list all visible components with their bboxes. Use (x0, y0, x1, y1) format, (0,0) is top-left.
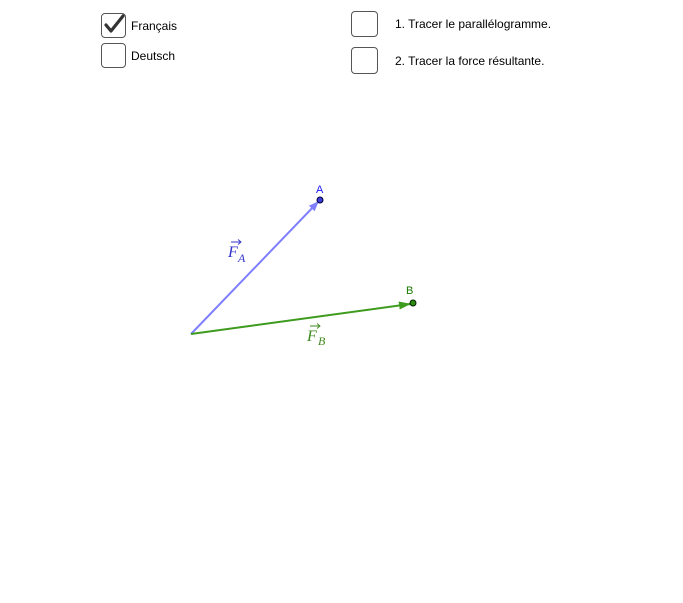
checkbox-parallelogramme-box[interactable] (351, 11, 378, 37)
vector-fb[interactable] (191, 304, 410, 334)
vector-fb-subscript: B (318, 334, 326, 348)
point-a[interactable] (317, 197, 323, 203)
checkbox-parallelogramme-label: 1. Tracer le parallélogramme. (395, 17, 552, 31)
vector-fa-letter: F (228, 244, 238, 261)
checkbox-francais[interactable] (101, 13, 177, 38)
checkbox-francais-label: Français (131, 18, 178, 33)
checkbox-resultante-box[interactable] (351, 47, 378, 74)
vector-fa-label (227, 240, 246, 266)
checkbox-deutsch[interactable] (101, 43, 175, 68)
checkmark-icon (103, 14, 125, 36)
vector-fb-label (306, 324, 326, 349)
checkbox-resultante[interactable] (351, 47, 544, 74)
point-a-label: A (316, 184, 324, 196)
checkbox-deutsch-box[interactable] (101, 43, 126, 68)
point-b-label: B (406, 285, 414, 297)
checkbox-parallelogramme[interactable] (351, 11, 551, 37)
checkbox-deutsch-label: Deutsch (131, 48, 176, 63)
vector-fa[interactable] (191, 202, 318, 334)
checkbox-resultante-label: 2. Tracer la force résultante. (395, 53, 545, 68)
point-b[interactable] (410, 300, 416, 306)
vector-fb-letter: F (307, 328, 317, 345)
checkbox-francais-box[interactable] (101, 13, 126, 38)
vector-fa-subscript: A (238, 251, 246, 265)
